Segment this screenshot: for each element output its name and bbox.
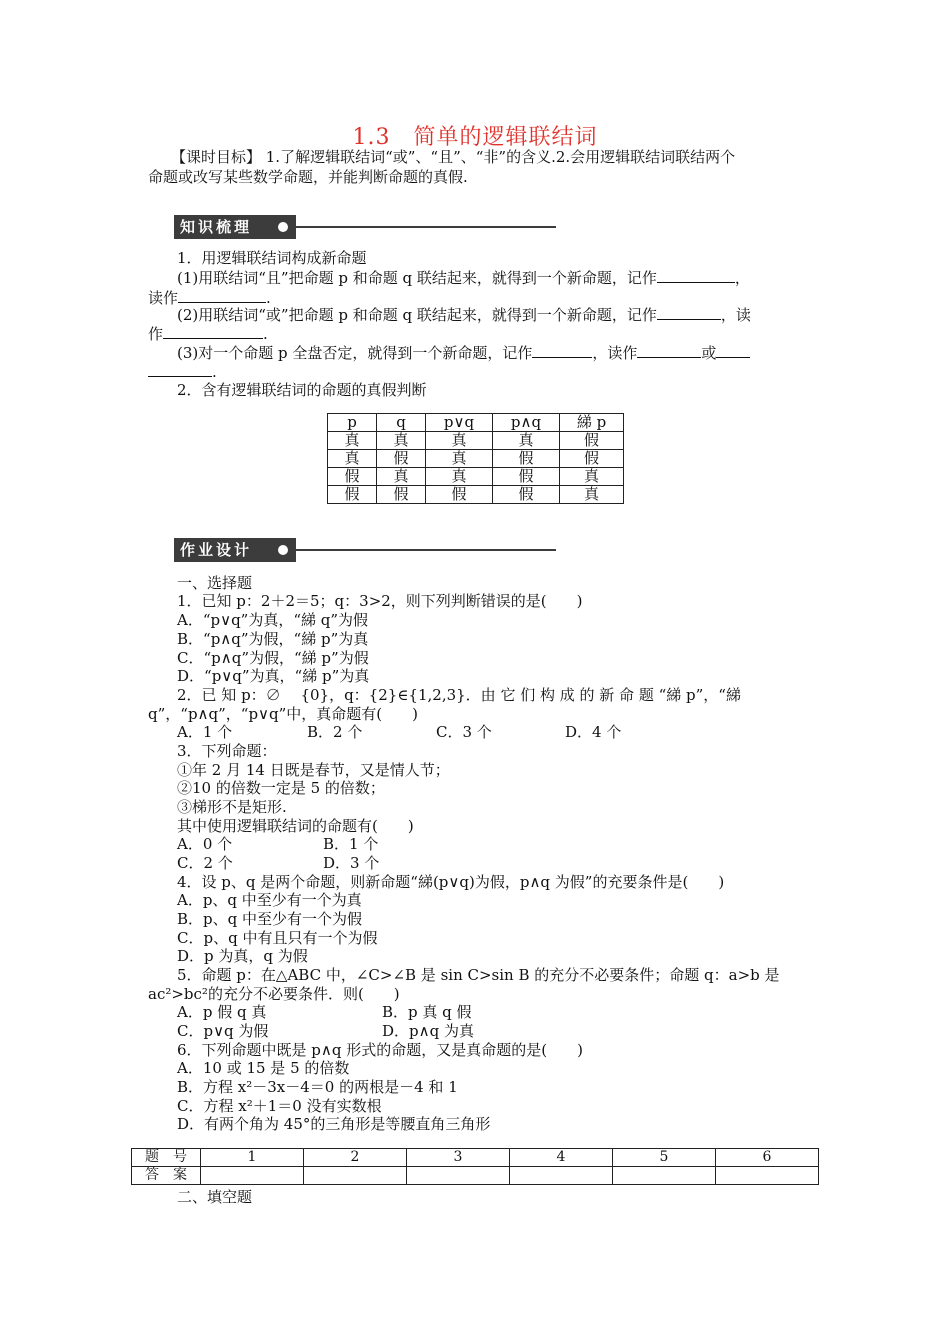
option-2b: B．2 个 — [307, 723, 363, 741]
fill-blank — [657, 305, 721, 320]
table-header-row — [328, 414, 624, 432]
table-cell: 2 — [304, 1149, 407, 1167]
option-5c: C．p∨q 为假 — [177, 1022, 269, 1040]
option-5b: B．p 真 q 假 — [382, 1003, 472, 1021]
option-3a: A．0 个 — [177, 835, 233, 853]
answer-cell[interactable] — [716, 1167, 819, 1185]
section-header-homework — [174, 538, 564, 562]
option-2d: D．4 个 — [565, 723, 622, 741]
table-cell: 假 — [328, 486, 377, 504]
item-text: 或 — [701, 344, 717, 362]
option-1a: A．“p∨q”为真，“綈 q”为假 — [177, 611, 369, 629]
table-cell: 6 — [716, 1149, 819, 1167]
option-4d: D．p 为真，q 为假 — [177, 947, 308, 965]
table-cell: 假 — [560, 432, 624, 450]
option-1c: C．“p∧q”为假，“綈 p”为假 — [177, 649, 369, 667]
table-row — [132, 1149, 819, 1167]
column-header: q — [377, 414, 426, 432]
answer-cell[interactable] — [510, 1167, 613, 1185]
question-2-line-1: 2．已 知 p：∅ {0}，q：{2}∈{1,2,3}．由 它 们 构 成 的 新 命 题 “綈 p”，“綈 — [177, 686, 741, 704]
item-text: 作 — [148, 325, 164, 343]
column-header: 綈 p — [560, 414, 624, 432]
fill-blank — [148, 362, 212, 377]
question-3-item-1: ①年 2 月 14 日既是春节，又是情人节； — [177, 761, 450, 779]
table-cell: 真 — [426, 450, 493, 468]
answer-cell[interactable] — [304, 1167, 407, 1185]
option-4c: C．p、q 中有且只有一个为假 — [177, 929, 378, 947]
fill-blank — [716, 343, 750, 358]
item-text: ，读 — [720, 306, 751, 324]
table-cell: 假 — [493, 468, 560, 486]
row-label: 题 号 — [132, 1149, 201, 1167]
bullet-dot-icon — [278, 222, 288, 232]
question-1: 1．已知 p：2＋2＝5；q：3>2，则下列判断错误的是( ) — [177, 592, 583, 610]
option-4a: A．p、q 中至少有一个为真 — [177, 891, 362, 909]
item-text: (3)对一个命题 p 全盘否定，就得到一个新命题，记作 — [177, 344, 533, 362]
answer-cell[interactable] — [407, 1167, 510, 1185]
option-6b: B．方程 x²－3x－4＝0 的两根是－4 和 1 — [177, 1078, 458, 1096]
table-cell: 3 — [407, 1149, 510, 1167]
item-text: ，读作 — [592, 344, 638, 362]
section-header-knowledge — [174, 215, 564, 239]
question-5-line-1: 5．命题 p：在△ABC 中，∠C>∠B 是 sin C>sin B 的充分不必要条件；命题 q：a>b 是 — [177, 966, 780, 984]
table-cell: 假 — [426, 486, 493, 504]
question-3-stem: 其中使用逻辑联结词的命题有( ) — [177, 817, 414, 835]
bullet-dot-icon — [278, 545, 288, 555]
knowledge-heading-2: 2．含有逻辑联结词的命题的真假判断 — [177, 381, 427, 399]
item-text: (2)用联结词“或”把命题 p 和命题 q 联结起来，就得到一个新命题，记作 — [177, 306, 657, 324]
option-3c: C．2 个 — [177, 854, 233, 872]
question-5-line-2: ac²>bc²的充分不必要条件．则( ) — [148, 985, 400, 1003]
table-cell: 假 — [377, 486, 426, 504]
option-3b: B．1 个 — [323, 835, 379, 853]
table-cell: 假 — [377, 450, 426, 468]
option-5a: A．p 假 q 真 — [177, 1003, 267, 1021]
option-4b: B．p、q 中至少有一个为假 — [177, 910, 362, 928]
answer-cell[interactable] — [613, 1167, 716, 1185]
option-2a: A．1 个 — [177, 723, 233, 741]
table-cell: 1 — [201, 1149, 304, 1167]
question-6: 6．下列命题中既是 p∧q 形式的命题，又是真命题的是( ) — [177, 1041, 583, 1059]
option-3d: D．3 个 — [323, 854, 380, 872]
option-5d: D．p∧q 为真 — [382, 1022, 474, 1040]
table-cell: 真 — [377, 432, 426, 450]
table-cell: 5 — [613, 1149, 716, 1167]
option-6a: A．10 或 15 是 5 的倍数 — [177, 1059, 350, 1077]
item-text: (1)用联结词“且”把命题 p 和命题 q 联结起来，就得到一个新命题，记作 — [177, 269, 657, 287]
table-cell: 真 — [426, 432, 493, 450]
table-cell: 假 — [560, 450, 624, 468]
table-row — [328, 486, 624, 504]
column-header: p — [328, 414, 377, 432]
option-1d: D．“p∨q”为真，“綈 p”为真 — [177, 667, 370, 685]
table-row — [328, 468, 624, 486]
knowledge-item-1a — [177, 268, 750, 288]
table-cell: 假 — [328, 468, 377, 486]
table-row — [328, 450, 624, 468]
objective-line-1: 【课时目标】 1.了解逻辑联结词“或”、“且”、“非”的含义.2.会用逻辑联结词联结两个 — [171, 148, 736, 166]
table-cell: 4 — [510, 1149, 613, 1167]
answer-cell[interactable] — [201, 1167, 304, 1185]
knowledge-item-2a — [177, 305, 751, 325]
question-2-line-2: q”，“p∧q”，“p∨q”中，真命题有( ) — [148, 705, 419, 723]
column-header: p∧q — [493, 414, 560, 432]
option-6d: D．有两个角为 45°的三角形是等腰直角三角形 — [177, 1115, 491, 1133]
section-badge: 作业设计 — [174, 538, 296, 562]
page-title: 1.3 简单的逻辑联结词 — [352, 125, 598, 150]
knowledge-item-3b — [148, 362, 217, 382]
table-cell: 真 — [328, 450, 377, 468]
section-rule — [296, 549, 556, 551]
table-cell: 假 — [493, 486, 560, 504]
table-row — [132, 1167, 819, 1185]
period: . — [263, 325, 268, 343]
row-label: 答 案 — [132, 1167, 201, 1185]
period: . — [266, 289, 271, 307]
question-4: 4．设 p、q 是两个命题，则新命题“綈(p∨q)为假，p∧q 为假”的充要条件是( ) — [177, 873, 725, 891]
period: . — [212, 363, 217, 381]
section-badge: 知识梳理 — [174, 215, 296, 239]
option-6c: C．方程 x²＋1＝0 没有实数根 — [177, 1097, 382, 1115]
knowledge-heading-1: 1．用逻辑联结词构成新命题 — [177, 249, 367, 267]
knowledge-item-2b — [148, 324, 268, 344]
table-cell: 假 — [493, 450, 560, 468]
table-cell: 真 — [560, 468, 624, 486]
question-3: 3．下列命题： — [177, 742, 277, 760]
truth-table — [327, 413, 624, 504]
fill-blank — [637, 343, 701, 358]
item-text: 读作 — [148, 289, 179, 307]
fill-blank — [532, 343, 592, 358]
fill-blank — [163, 324, 263, 339]
table-cell: 真 — [377, 468, 426, 486]
comma: ， — [734, 269, 750, 287]
question-3-item-3: ③梯形不是矩形. — [177, 798, 287, 816]
part-heading-fill: 二、填空题 — [177, 1188, 253, 1206]
table-cell: 真 — [328, 432, 377, 450]
column-header: p∨q — [426, 414, 493, 432]
answer-table — [131, 1148, 819, 1185]
option-1b: B．“p∧q”为假，“綈 p”为真 — [177, 630, 369, 648]
table-row — [328, 432, 624, 450]
question-3-item-2: ②10 的倍数一定是 5 的倍数； — [177, 779, 385, 797]
fill-blank — [657, 268, 735, 283]
objective-line-2: 命题或改写某些数学命题，并能判断命题的真假. — [148, 168, 468, 186]
table-cell: 真 — [426, 468, 493, 486]
part-heading-choice: 一、选择题 — [177, 574, 253, 592]
fill-blank — [178, 288, 266, 303]
knowledge-item-3a — [177, 343, 750, 363]
section-rule — [296, 226, 556, 228]
table-cell: 真 — [560, 486, 624, 504]
table-cell: 真 — [493, 432, 560, 450]
option-2c: C．3 个 — [436, 723, 492, 741]
